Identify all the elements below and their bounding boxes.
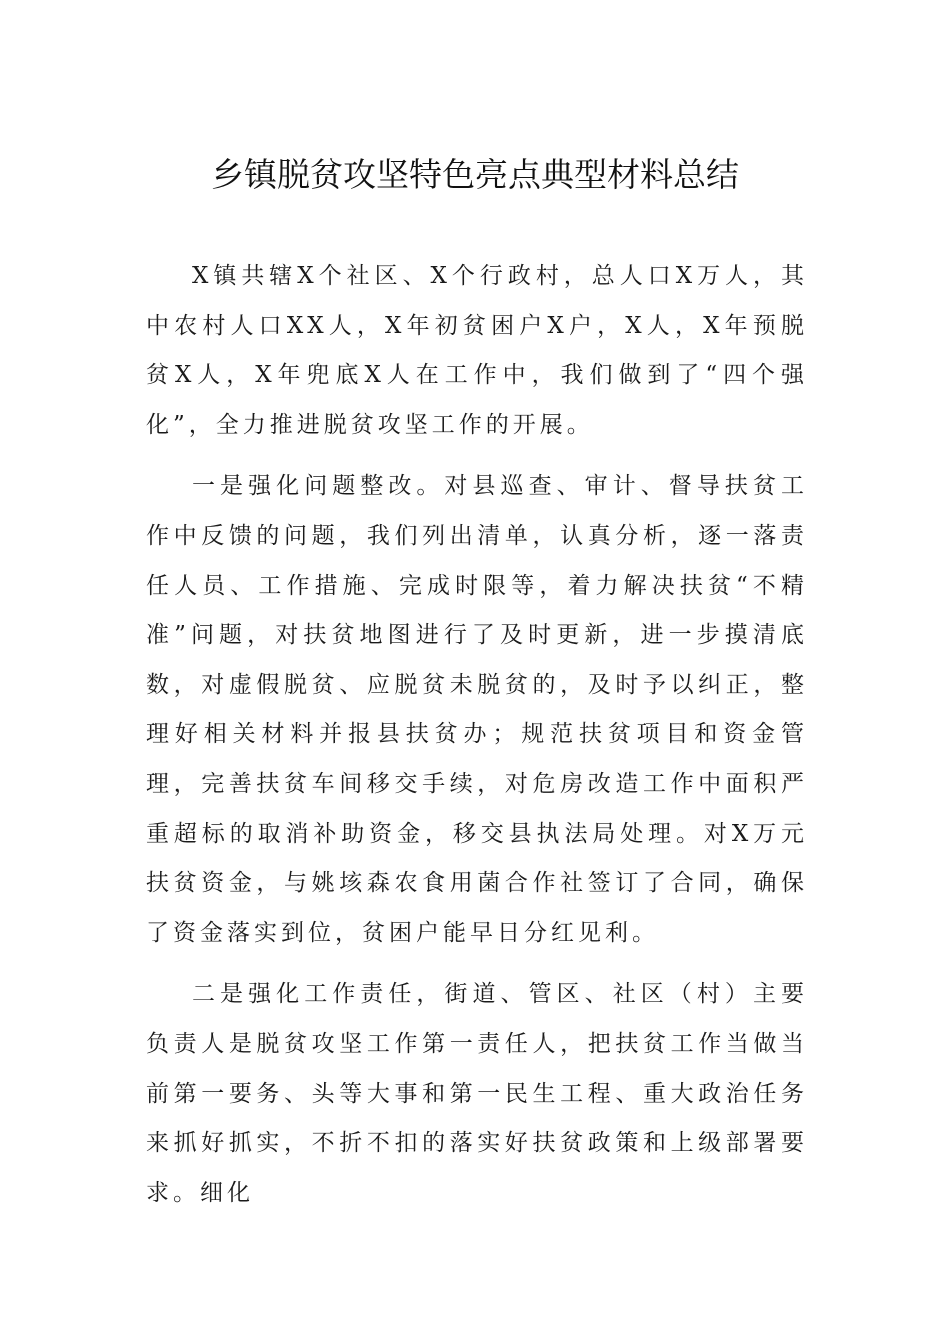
paragraph-problem-rectification: 一是强化问题整改。对县巡查、审计、督导扶贫工作中反馈的问题，我们列出清单，认真分析，逐一落责任人员、工作措施、完成时限等，着力解决扶贫“不精准”问题，对扶贫地图进行了及时更新，进一步摸清底数，对虚假脱贫、应脱贫未脱贫的，及时予以纠正，整理好相关材料并报县扶贫办；规范扶贫项目和资金管理，完善扶贫车间移交手续，对危房改造工作中面积严重超标的取消补助资金，移交县执法局处理。对X万元扶贫资金，与姚垓森农食用菌合作社签订了合同，确保了资金落实到位，贫困户能早日分红见利。	[146, 473, 808, 946]
paragraph-intro: X镇共辖X个社区、X个行政村，总人口X万人，其中农村人口XX人，X年初贫困户X户，X人，X年预脱贫X人，X年兜底X人在工作中，我们做到了“四个强化”，全力推进脱贫攻坚工作的开展。	[146, 263, 808, 438]
paragraph-work-responsibility: 二是强化工作责任，街道、管区、社区（村）主要负责人是脱贫攻坚工作第一责任人，把扶贫工作当做当前第一要务、头等大事和第一民生工程、重大政治任务来抓好抓实，不折不扣的落实好扶贫政策和上级部署要求。细化	[146, 981, 808, 1206]
document-title: 乡镇脱贫攻坚特色亮点典型材料总结	[211, 155, 739, 194]
document-body	[146, 252, 808, 1230]
